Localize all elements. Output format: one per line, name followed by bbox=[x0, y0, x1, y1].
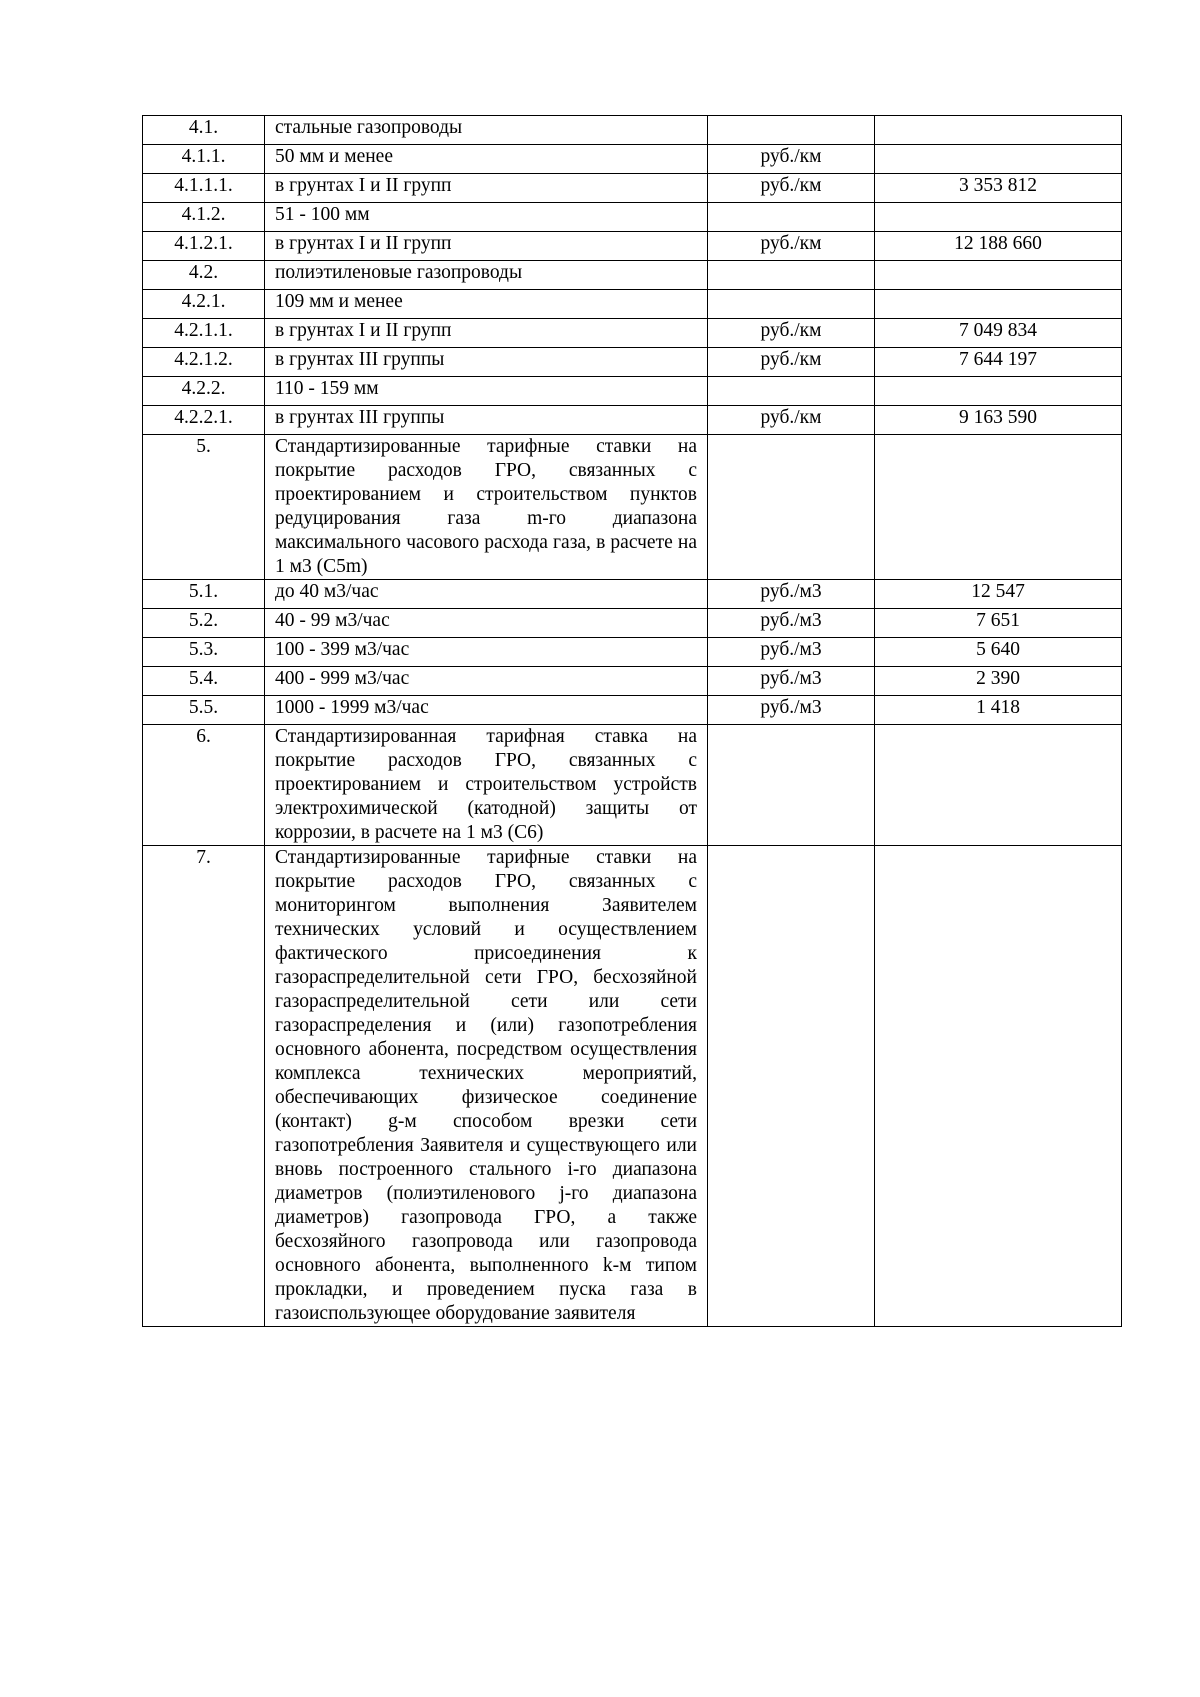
row-value bbox=[875, 203, 1122, 232]
table-row bbox=[143, 667, 1122, 696]
row-unit bbox=[708, 377, 875, 406]
row-unit: руб./км bbox=[708, 232, 875, 261]
table-row bbox=[143, 609, 1122, 638]
row-unit: руб./м3 bbox=[708, 696, 875, 725]
table-row bbox=[143, 846, 1122, 1327]
row-value bbox=[875, 116, 1122, 145]
row-value: 1 418 bbox=[875, 696, 1122, 725]
row-value bbox=[875, 725, 1122, 846]
row-number: 5. bbox=[143, 435, 265, 580]
row-number: 4.2.1.1. bbox=[143, 319, 265, 348]
table-row bbox=[143, 203, 1122, 232]
row-value: 9 163 590 bbox=[875, 406, 1122, 435]
row-name: 400 - 999 м3/час bbox=[265, 667, 708, 696]
table-row bbox=[143, 232, 1122, 261]
table-row bbox=[143, 406, 1122, 435]
table-row bbox=[143, 725, 1122, 846]
row-unit bbox=[708, 846, 875, 1327]
row-name: 51 - 100 мм bbox=[265, 203, 708, 232]
row-value: 7 651 bbox=[875, 609, 1122, 638]
row-unit: руб./км bbox=[708, 145, 875, 174]
row-unit: руб./м3 bbox=[708, 580, 875, 609]
table-row bbox=[143, 638, 1122, 667]
row-name: в грунтах I и II групп bbox=[265, 174, 708, 203]
table-row bbox=[143, 116, 1122, 145]
table-row bbox=[143, 696, 1122, 725]
row-name: до 40 м3/час bbox=[265, 580, 708, 609]
row-value bbox=[875, 145, 1122, 174]
row-name: Стандартизированные тарифные ставки на покрытие расходов ГРО, связанных с мониторингом выполнения Заявителем технических условий и осуществлением фактического присоединения к газораспределительной сети ГРО, бесхозяйной газораспределительной сети или сети газораспределения и (или) газопотребления основного абонента, посредством осуществления комплекса технических мероприятий, обеспечивающих физическое соединение (контакт) g-м способом врезки сети газопотребления Заявителя и существующего или вновь построенного стального i-го диапазона диаметров (полиэтиленового j-го диапазона диаметров) газопровода ГРО, а также бесхозяйного газопровода или газопровода основного абонента, выполненного k-м типом прокладки, и проведением пуска газа в газоиспользующее оборудование заявителя bbox=[265, 846, 708, 1327]
table-row bbox=[143, 290, 1122, 319]
row-number: 6. bbox=[143, 725, 265, 846]
row-name: 100 - 399 м3/час bbox=[265, 638, 708, 667]
row-name: Стандартизированные тарифные ставки на покрытие расходов ГРО, связанных с проектированием и строительством пунктов редуцирования газа m-го диапазона максимального часового расхода газа, в расчете на 1 м3 (C5m) bbox=[265, 435, 708, 580]
row-name: 50 мм и менее bbox=[265, 145, 708, 174]
row-name: в грунтах I и II групп bbox=[265, 319, 708, 348]
row-number: 4.1.2. bbox=[143, 203, 265, 232]
row-number: 4.1. bbox=[143, 116, 265, 145]
row-name: в грунтах III группы bbox=[265, 348, 708, 377]
row-number: 5.5. bbox=[143, 696, 265, 725]
row-value: 5 640 bbox=[875, 638, 1122, 667]
row-value: 3 353 812 bbox=[875, 174, 1122, 203]
row-name: Стандартизированная тарифная ставка на покрытие расходов ГРО, связанных с проектированием и строительством устройств электрохимической (катодной) защиты от коррозии, в расчете на 1 м3 (C6) bbox=[265, 725, 708, 846]
table-row bbox=[143, 435, 1122, 580]
row-number: 5.1. bbox=[143, 580, 265, 609]
row-name: 1000 - 1999 м3/час bbox=[265, 696, 708, 725]
row-name: в грунтах III группы bbox=[265, 406, 708, 435]
row-unit: руб./м3 bbox=[708, 667, 875, 696]
table-row bbox=[143, 580, 1122, 609]
row-value: 7 049 834 bbox=[875, 319, 1122, 348]
row-name: 109 мм и менее bbox=[265, 290, 708, 319]
row-number: 4.2.2. bbox=[143, 377, 265, 406]
row-name: 40 - 99 м3/час bbox=[265, 609, 708, 638]
row-number: 5.4. bbox=[143, 667, 265, 696]
table-row bbox=[143, 174, 1122, 203]
row-number: 4.2.1.2. bbox=[143, 348, 265, 377]
tariff-table bbox=[142, 115, 1122, 1327]
row-unit: руб./м3 bbox=[708, 638, 875, 667]
row-number: 4.1.1. bbox=[143, 145, 265, 174]
table-row bbox=[143, 377, 1122, 406]
row-name: в грунтах I и II групп bbox=[265, 232, 708, 261]
row-unit: руб./км bbox=[708, 174, 875, 203]
row-value: 7 644 197 bbox=[875, 348, 1122, 377]
row-unit bbox=[708, 261, 875, 290]
row-number: 4.2.1. bbox=[143, 290, 265, 319]
row-unit: руб./м3 bbox=[708, 609, 875, 638]
row-number: 7. bbox=[143, 846, 265, 1327]
row-value: 2 390 bbox=[875, 667, 1122, 696]
row-unit bbox=[708, 116, 875, 145]
row-number: 4.2. bbox=[143, 261, 265, 290]
row-number: 4.1.1.1. bbox=[143, 174, 265, 203]
row-unit: руб./км bbox=[708, 406, 875, 435]
row-value: 12 547 bbox=[875, 580, 1122, 609]
row-number: 5.2. bbox=[143, 609, 265, 638]
table-row bbox=[143, 319, 1122, 348]
row-number: 5.3. bbox=[143, 638, 265, 667]
row-unit bbox=[708, 725, 875, 846]
row-unit bbox=[708, 203, 875, 232]
row-number: 4.2.2.1. bbox=[143, 406, 265, 435]
row-unit bbox=[708, 290, 875, 319]
row-unit bbox=[708, 435, 875, 580]
row-value: 12 188 660 bbox=[875, 232, 1122, 261]
row-value bbox=[875, 377, 1122, 406]
row-number: 4.1.2.1. bbox=[143, 232, 265, 261]
row-value bbox=[875, 261, 1122, 290]
row-value bbox=[875, 435, 1122, 580]
row-unit: руб./км bbox=[708, 319, 875, 348]
row-name: 110 - 159 мм bbox=[265, 377, 708, 406]
row-unit: руб./км bbox=[708, 348, 875, 377]
table-row bbox=[143, 348, 1122, 377]
row-name: стальные газопроводы bbox=[265, 116, 708, 145]
table-row bbox=[143, 261, 1122, 290]
row-value bbox=[875, 290, 1122, 319]
row-name: полиэтиленовые газопроводы bbox=[265, 261, 708, 290]
row-value bbox=[875, 846, 1122, 1327]
table-row bbox=[143, 145, 1122, 174]
